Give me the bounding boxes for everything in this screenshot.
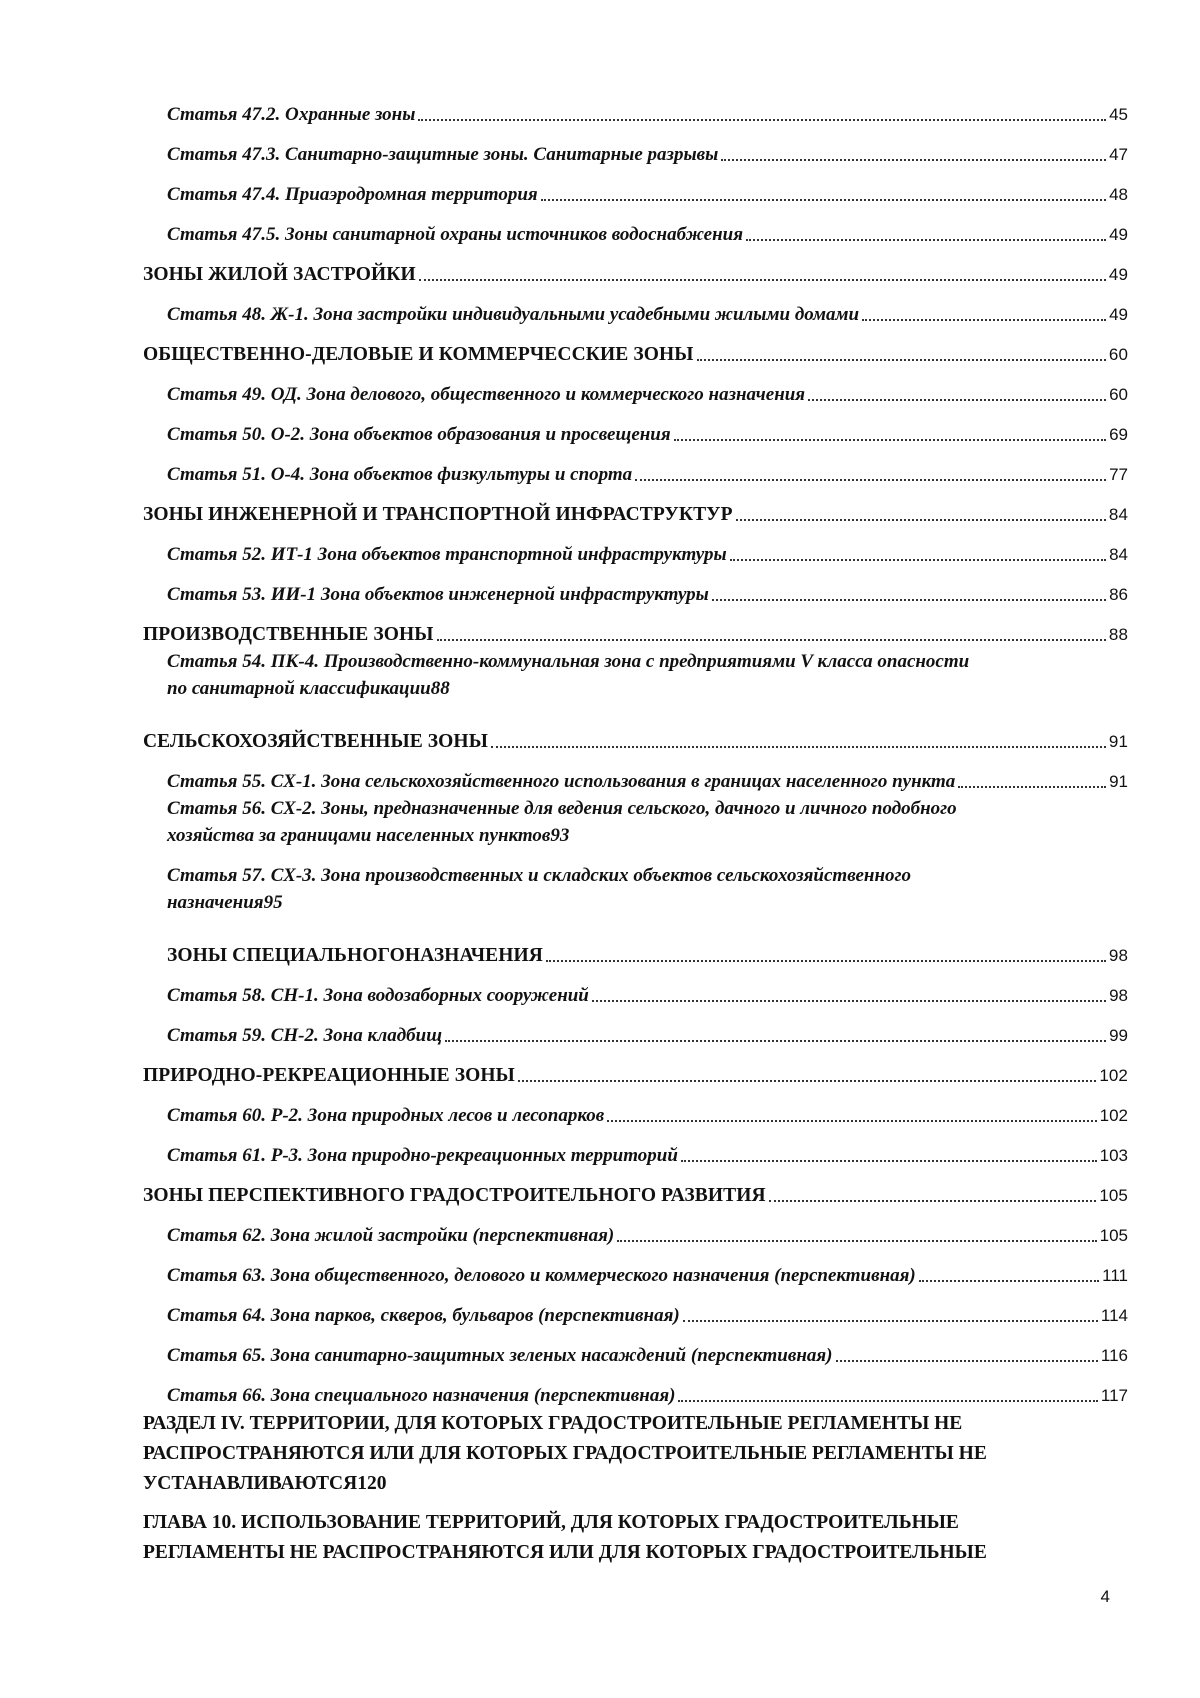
toc-entry-title: Статья 64. Зона парков, скверов, бульваров (перспективная) [167, 1305, 680, 1326]
toc-entry-page: 111 [1102, 1266, 1128, 1285]
toc-entry-title: Статья 65. Зона санитарно-защитных зеленых насаждений (перспективная) [167, 1345, 833, 1366]
toc-entry[interactable] [143, 1249, 1128, 1289]
toc-entry[interactable] [143, 795, 1128, 862]
toc-entry-page: 47 [1109, 145, 1128, 164]
dot-leader [958, 786, 1106, 788]
toc-entry-page: 88 [430, 678, 450, 699]
dot-leader [445, 1040, 1106, 1042]
toc-part[interactable] [143, 1409, 1128, 1508]
toc-entry-page: 116 [1100, 1346, 1128, 1365]
dot-leader [730, 559, 1106, 561]
toc-part-title-line1: РАЗДЕЛ IV. ТЕРРИТОРИИ, ДЛЯ КОТОРЫХ ГРАДОСТРОИТЕЛЬНЫЕ РЕГЛАМЕНТЫ НЕ [143, 1413, 963, 1434]
dot-leader [546, 960, 1106, 962]
toc-entry-page: 93 [550, 825, 570, 846]
toc-entry-page: 69 [1109, 425, 1128, 444]
toc-entry[interactable] [143, 448, 1128, 488]
dot-leader [541, 199, 1106, 201]
dot-leader [635, 479, 1106, 481]
toc-entry-title-line1: Статья 57. СХ-3. Зона производственных и складских объектов сельскохозяйственного [167, 865, 912, 886]
dot-leader [862, 319, 1106, 321]
toc-section[interactable] [143, 1169, 1128, 1209]
toc-entry-title: Статья 58. СН-1. Зона водозаборных сооружений [167, 985, 589, 1006]
toc-section-page: 49 [1108, 265, 1128, 284]
dot-leader [419, 279, 1106, 281]
toc-entry-title: Статья 48. Ж-1. Зона застройки индивидуальными усадебными жилыми домами [167, 304, 860, 325]
dot-leader [592, 1000, 1106, 1002]
table-of-contents [143, 88, 1128, 1577]
toc-entry[interactable] [143, 1129, 1128, 1169]
toc-entry-title: Статья 51. О-4. Зона объектов физкультуры и спорта [167, 464, 633, 485]
toc-entry-title: Статья 62. Зона жилой застройки (перспективная) [167, 1225, 615, 1246]
toc-entry-page: 86 [1109, 585, 1128, 604]
toc-entry-title: Статья 55. СХ-1. Зона сельскохозяйственного использования в границах населенного пункта [167, 771, 956, 792]
toc-entry-title: Статья 47.3. Санитарно-защитные зоны. Санитарные разрывы [167, 144, 719, 165]
dot-leader [617, 1240, 1096, 1242]
dot-leader [808, 399, 1106, 401]
toc-section-title: ЗОНЫ СПЕЦИАЛЬНОГОНАЗНАЧЕНИЯ [167, 945, 543, 966]
toc-entry[interactable] [143, 1289, 1128, 1329]
toc-chapter-title-line1: ГЛАВА 10. ИСПОЛЬЗОВАНИЕ ТЕРРИТОРИЙ, ДЛЯ КОТОРЫХ ГРАДОСТРОИТЕЛЬНЫЕ [143, 1512, 959, 1533]
toc-entry-title: Статья 61. Р-3. Зона природно-рекреационных территорий [167, 1145, 678, 1166]
toc-entry-page: 48 [1109, 185, 1128, 204]
toc-entry-title-line1: Статья 56. СХ-2. Зоны, предназначенные для ведения сельского, дачного и личного подобного [167, 798, 957, 819]
toc-entry-page: 91 [1109, 772, 1128, 791]
toc-section[interactable] [143, 248, 1128, 288]
toc-entry-page: 49 [1109, 225, 1128, 244]
dot-leader [607, 1120, 1096, 1122]
toc-entry-title-line2: хозяйства за границами населенных пунктов [167, 825, 551, 846]
dot-leader [721, 159, 1106, 161]
toc-entry-page: 103 [1099, 1146, 1128, 1165]
page-number: 4 [1100, 1587, 1110, 1606]
toc-section[interactable] [143, 1049, 1128, 1089]
toc-entry-page: 98 [1109, 986, 1128, 1005]
toc-entry-page: 77 [1109, 465, 1128, 484]
toc-entry-title: Статья 49. ОД. Зона делового, общественного и коммерческого назначения [167, 384, 806, 405]
toc-entry[interactable] [143, 1369, 1128, 1409]
toc-entry-page: 49 [1109, 305, 1128, 324]
toc-part-page: 120 [357, 1473, 387, 1494]
toc-entry[interactable] [143, 1329, 1128, 1369]
dot-leader [674, 439, 1106, 441]
dot-leader [836, 1360, 1098, 1362]
toc-entry-title-line2: назначения [167, 892, 264, 913]
toc-section-title: СЕЛЬСКОХОЗЯЙСТВЕННЫЕ ЗОНЫ [143, 731, 488, 752]
dot-leader [678, 1400, 1097, 1402]
toc-section[interactable] [143, 929, 1128, 969]
toc-entry-page: 114 [1100, 1306, 1128, 1325]
dot-leader [683, 1320, 1098, 1322]
toc-chapter-title-line2: РЕГЛАМЕНТЫ НЕ РАСПРОСТРАНЯЮТСЯ ИЛИ ДЛЯ КОТОРЫХ ГРАДОСТРОИТЕЛЬНЫЕ [143, 1542, 987, 1563]
toc-entry[interactable] [143, 755, 1128, 795]
toc-section-page: 60 [1108, 345, 1128, 364]
toc-section[interactable] [143, 715, 1128, 755]
toc-section-title: ПРОИЗВОДСТВЕННЫЕ ЗОНЫ [143, 624, 434, 645]
toc-entry[interactable] [143, 568, 1128, 608]
toc-section-title: ПРИРОДНО-РЕКРЕАЦИОННЫЕ ЗОНЫ [143, 1065, 515, 1086]
toc-entry[interactable] [143, 368, 1128, 408]
toc-entry-title: Статья 60. Р-2. Зона природных лесов и лесопарков [167, 1105, 605, 1126]
toc-entry[interactable] [143, 969, 1128, 1009]
toc-entry-title: Статья 47.4. Приаэродромная территория [167, 184, 538, 205]
dot-leader [769, 1200, 1097, 1202]
toc-section[interactable] [143, 488, 1128, 528]
toc-entry-page: 84 [1109, 545, 1128, 564]
dot-leader [919, 1280, 1099, 1282]
dot-leader [491, 746, 1106, 748]
toc-section-title: ЗОНЫ ПЕРСПЕКТИВНОГО ГРАДОСТРОИТЕЛЬНОГО РАЗВИТИЯ [143, 1185, 766, 1206]
toc-entry-title: Статья 63. Зона общественного, делового и коммерческого назначения (перспективная) [167, 1265, 916, 1286]
toc-entry[interactable] [143, 862, 1128, 929]
toc-entry-page: 117 [1100, 1386, 1128, 1405]
toc-section-title: ЗОНЫ ИНЖЕНЕРНОЙ И ТРАНСПОРТНОЙ ИНФРАСТРУКТУР [143, 504, 733, 525]
toc-section-page: 105 [1099, 1186, 1128, 1205]
toc-section-page: 91 [1108, 732, 1128, 751]
toc-entry[interactable] [143, 1209, 1128, 1249]
toc-entry[interactable] [143, 128, 1128, 168]
dot-leader [437, 639, 1106, 641]
toc-entry[interactable] [143, 1089, 1128, 1129]
toc-entry-page: 102 [1099, 1106, 1128, 1125]
toc-section-title: ЗОНЫ ЖИЛОЙ ЗАСТРОЙКИ [143, 264, 416, 285]
dot-leader [697, 359, 1106, 361]
toc-part-title-line3: УСТАНАВЛИВАЮТСЯ [143, 1473, 358, 1494]
dot-leader [418, 119, 1106, 121]
toc-section-page: 98 [1108, 946, 1128, 965]
toc-entry-page: 105 [1099, 1226, 1128, 1245]
toc-entry[interactable] [143, 528, 1128, 568]
toc-section-page: 88 [1108, 625, 1128, 644]
toc-entry-title: Статья 47.2. Охранные зоны [167, 104, 416, 125]
toc-section-page: 102 [1099, 1066, 1128, 1085]
toc-entry-title: Статья 66. Зона специального назначения (перспективная) [167, 1385, 676, 1406]
toc-entry-page: 45 [1109, 105, 1128, 124]
toc-entry[interactable] [143, 648, 1128, 715]
toc-entry[interactable] [143, 288, 1128, 328]
toc-entry[interactable] [143, 408, 1128, 448]
dot-leader [736, 519, 1106, 521]
toc-entry-title: Статья 52. ИТ-1 Зона объектов транспортной инфраструктуры [167, 544, 727, 565]
dot-leader [681, 1160, 1097, 1162]
toc-entry-title: Статья 53. ИИ-1 Зона объектов инженерной инфраструктуры [167, 584, 709, 605]
toc-entry-title-line1: Статья 54. ПК-4. Производственно-коммунальная зона с предприятиями V класса опасности [167, 651, 970, 672]
dot-leader [712, 599, 1106, 601]
toc-entry[interactable] [143, 208, 1128, 248]
toc-section[interactable] [143, 608, 1128, 648]
toc-entry[interactable] [143, 168, 1128, 208]
toc-entry[interactable] [143, 88, 1128, 128]
toc-entry-page: 99 [1109, 1026, 1128, 1045]
toc-chapter[interactable] [143, 1508, 1128, 1577]
dot-leader [518, 1080, 1096, 1082]
toc-entry-title: Статья 50. О-2. Зона объектов образования и просвещения [167, 424, 671, 445]
toc-entry-title: Статья 47.5. Зоны санитарной охраны источников водоснабжения [167, 224, 743, 245]
dot-leader [746, 239, 1106, 241]
toc-section-page: 84 [1108, 505, 1128, 524]
toc-section-title: ОБЩЕСТВЕННО-ДЕЛОВЫЕ И КОММЕРЧЕССКИЕ ЗОНЫ [143, 344, 694, 365]
toc-entry[interactable] [143, 1009, 1128, 1049]
toc-entry-page: 95 [263, 892, 283, 913]
toc-entry-title-line2: по санитарной классификации [167, 678, 431, 699]
toc-entry-page: 60 [1109, 385, 1128, 404]
toc-part-title-line2: РАСПРОСТРАНЯЮТСЯ ИЛИ ДЛЯ КОТОРЫХ ГРАДОСТРОИТЕЛЬНЫЕ РЕГЛАМЕНТЫ НЕ [143, 1443, 987, 1464]
toc-entry-title: Статья 59. СН-2. Зона кладбищ [167, 1025, 443, 1046]
toc-section[interactable] [143, 328, 1128, 368]
